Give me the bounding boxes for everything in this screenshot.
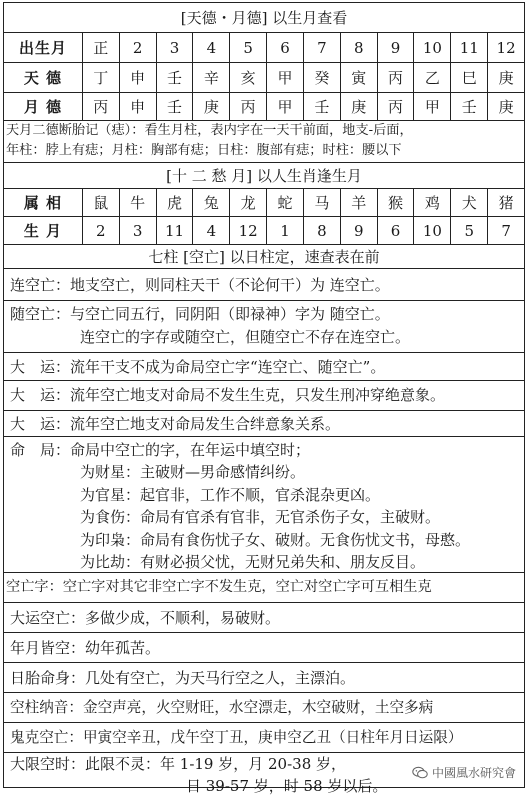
table-cell: 庚 xyxy=(487,63,524,92)
table-cell: 蛇 xyxy=(266,189,303,216)
watermark xyxy=(412,764,516,781)
table-cell: 巳 xyxy=(450,63,487,92)
table-cell: 9 xyxy=(340,217,377,244)
table-cell: 丙 xyxy=(229,93,266,120)
table-cell: 5 xyxy=(450,217,487,244)
table-cell: 庚 xyxy=(487,93,524,120)
rule-text: 为比劫：有财必损父忧，无财兄弟失和、朋友反目。 xyxy=(80,553,426,572)
section2-title-text: [十 二 愁 月] 以人生肖逢生月 xyxy=(166,167,362,185)
table-cell: 牛 xyxy=(119,189,156,216)
rule-text: 日胎命身：几处有空亡，为天马行空之人，主漂泊。 xyxy=(10,669,356,687)
table-cell: 11 xyxy=(156,217,193,244)
table-cell: 猴 xyxy=(377,189,414,216)
table-cell: 壬 xyxy=(156,63,193,92)
table-row xyxy=(4,189,524,217)
rule-text: 为印枭：命局有食伤忧子女、破财。无食伤忧文书，母憨。 xyxy=(80,530,471,549)
note-line: 天月二德断胎记（痣）：看生月柱，表内字在一天干前面，地支-后面， xyxy=(6,123,413,138)
rule-text: 命 局：命局中空亡的字，在年运中填空时； xyxy=(10,441,311,459)
rule-text: 空柱纳音：金空声亮，火空财旺，水空漂走，木空破财，土空多病 xyxy=(10,699,434,716)
table-cell: 鼠 xyxy=(82,189,119,216)
table-cell: 申 xyxy=(119,93,156,120)
table-cell: 6 xyxy=(377,217,414,244)
table-cell: 6 xyxy=(266,33,303,62)
rule-block xyxy=(4,693,524,723)
row-label: 天 德 xyxy=(23,69,63,87)
rule-text: 为财星：主破财—男命感情纠纷。 xyxy=(80,463,306,482)
table-row xyxy=(4,217,524,245)
table-cell: 庚 xyxy=(192,93,229,120)
rule-text: 空亡字：空亡字对其它非空亡字不发生克，空亡对空亡字可互相生克 xyxy=(6,579,432,595)
table-cell: 1 xyxy=(266,217,303,244)
row-label: 属 相 xyxy=(23,194,63,212)
row-label: 出生月 xyxy=(18,39,67,57)
rule-text: 为食伤：命局有官杀有官非，无官杀伤子女，主破财。 xyxy=(80,508,441,527)
table-cell: 壬 xyxy=(450,93,487,120)
rule-text: 大 运：流年干支不成为命局空亡字“连空亡、随空亡”。 xyxy=(10,358,386,376)
table-cell: 癸 xyxy=(303,63,340,92)
table-cell: 4 xyxy=(192,33,229,62)
table-cell: 10 xyxy=(413,33,450,62)
table-cell: 丁 xyxy=(82,63,119,92)
rule-text: 连空亡的字存或随空亡，但随空亡不存在连空亡。 xyxy=(80,328,411,346)
table-cell: 乙 xyxy=(413,63,450,92)
table-cell: 5 xyxy=(229,33,266,62)
rule-text: 为官星：起官非，工作不顺，官杀混杂更凶。 xyxy=(80,485,381,504)
rule-block xyxy=(4,603,524,633)
table-row xyxy=(4,33,524,63)
table-cell: 犬 xyxy=(450,189,487,216)
table-cell: 7 xyxy=(303,33,340,62)
watermark-text: 中國風水研究會 xyxy=(431,766,516,780)
table-row xyxy=(4,93,524,121)
table-row xyxy=(4,63,524,93)
rule-block xyxy=(4,573,524,603)
table-cell: 兔 xyxy=(192,189,229,216)
rule-block xyxy=(4,411,524,437)
rule-text: 鬼克空亡：甲寅空辛丑，戊午空丁丑，庚申空乙丑（日柱年月日运限） xyxy=(10,729,463,746)
table-cell: 丙 xyxy=(377,93,414,120)
note-line: 年柱：脖上有痣；月柱：胸部有痣；日柱：腹部有痣；时柱：腰以下 xyxy=(6,143,402,158)
rule-text: 大 运：流年空亡地支对命局不发生生克，只发生刑冲穿绝意象。 xyxy=(10,386,446,404)
section1-note xyxy=(4,121,524,163)
rule-text: 连空亡：地支空亡，则同柱天干（不论何干）为 连空亡。 xyxy=(10,276,390,294)
table-cell: 2 xyxy=(82,217,119,244)
section1-title-text: [天德・月德] 以生月查看 xyxy=(180,9,348,27)
table-cell: 鸡 xyxy=(413,189,450,216)
table-cell: 4 xyxy=(192,217,229,244)
table-cell: 9 xyxy=(377,33,414,62)
rule-block xyxy=(4,633,524,663)
table-cell: 马 xyxy=(303,189,340,216)
table-cell: 壬 xyxy=(156,93,193,120)
table-cell: 虎 xyxy=(156,189,193,216)
rule-block xyxy=(4,723,524,753)
table-cell: 寅 xyxy=(340,63,377,92)
table-cell: 丙 xyxy=(82,93,119,120)
table-cell: 8 xyxy=(340,33,377,62)
rule-text: 随空亡：与空亡同五行，同阴阳（即禄神）字为 随空亡。 xyxy=(10,305,390,323)
rule-text: 大 运：流年空亡地支对命局发生合绊意象关系。 xyxy=(10,415,341,433)
table-cell: 亥 xyxy=(229,63,266,92)
rule-text: 大限空时：此限不灵：年 1-19 岁，月 20-38 岁， xyxy=(10,755,347,773)
table-cell: 甲 xyxy=(266,93,303,120)
section2-title xyxy=(4,163,524,189)
rule-block xyxy=(4,663,524,693)
rule-text: 年月皆空：幼年孤苦。 xyxy=(10,639,161,657)
table-cell: 辛 xyxy=(192,63,229,92)
row-label: 月 德 xyxy=(23,98,63,116)
table-cell: 10 xyxy=(413,217,450,244)
table-cell: 7 xyxy=(487,217,524,244)
section3-title-text: 七柱 [空亡] 以日柱定，速查表在前 xyxy=(148,248,380,266)
table-cell: 11 xyxy=(450,33,487,62)
table-cell: 庚 xyxy=(340,93,377,120)
row-label: 生 月 xyxy=(23,222,63,240)
rule-text: 大运空亡：多做少成，不顺利，易破财。 xyxy=(10,609,281,627)
section1-title xyxy=(4,3,524,33)
rule-block xyxy=(4,301,524,353)
table-cell: 壬 xyxy=(303,93,340,120)
table-cell: 正 xyxy=(82,33,119,62)
table-cell: 2 xyxy=(119,33,156,62)
section3-title xyxy=(4,245,524,269)
rule-block xyxy=(4,437,524,573)
wechat-icon xyxy=(412,766,428,779)
table-cell: 甲 xyxy=(266,63,303,92)
table-cell: 猪 xyxy=(487,189,524,216)
table-cell: 8 xyxy=(303,217,340,244)
table-cell: 3 xyxy=(119,217,156,244)
rule-block xyxy=(4,381,524,411)
rule-text: 日 39-57 岁，时 58 岁以后。 xyxy=(186,777,388,795)
table-cell: 12 xyxy=(229,217,266,244)
rule-block xyxy=(4,353,524,381)
table-cell: 12 xyxy=(487,33,524,62)
rule-block xyxy=(4,269,524,301)
table-cell: 申 xyxy=(119,63,156,92)
table-cell: 羊 xyxy=(340,189,377,216)
table-cell: 甲 xyxy=(413,93,450,120)
table-cell: 丙 xyxy=(377,63,414,92)
almanac-table xyxy=(3,2,525,795)
table-cell: 龙 xyxy=(229,189,266,216)
table-cell: 3 xyxy=(156,33,193,62)
